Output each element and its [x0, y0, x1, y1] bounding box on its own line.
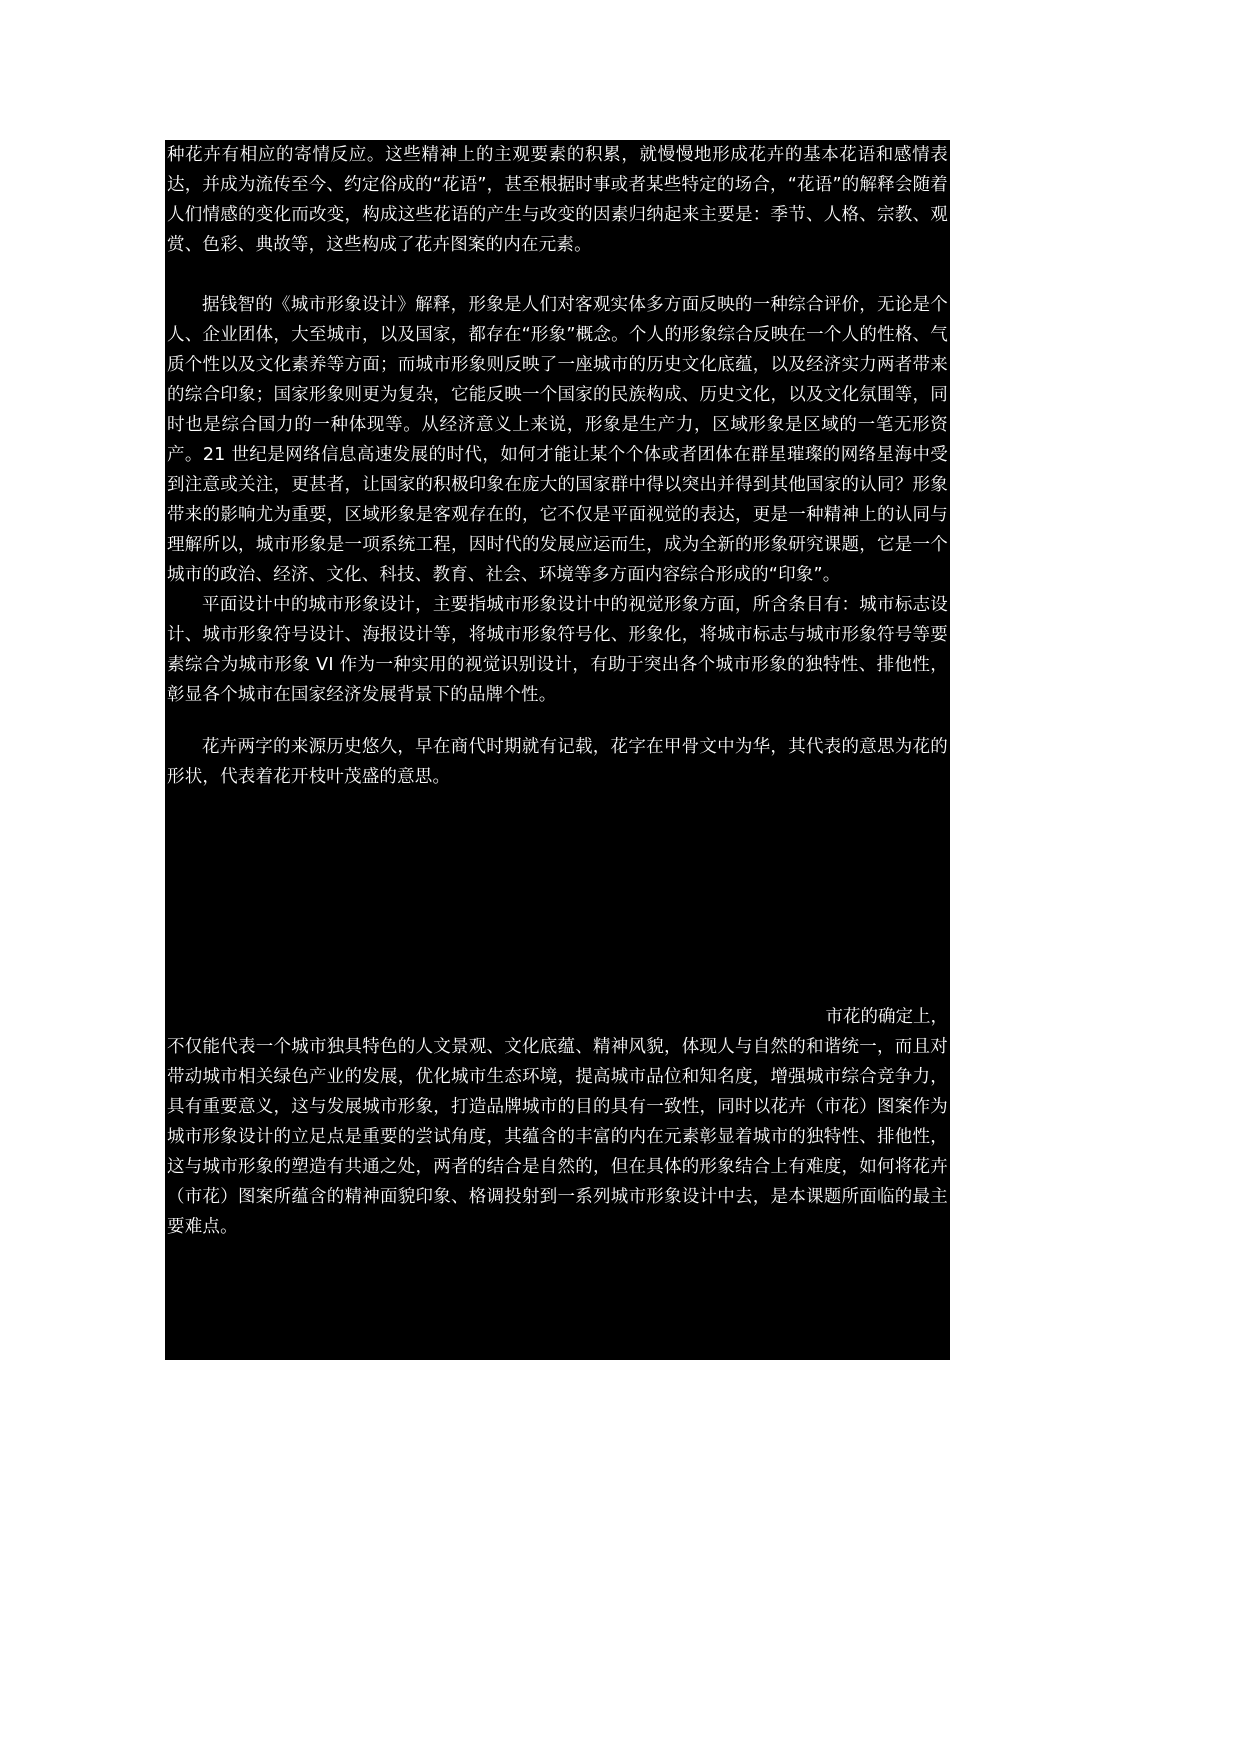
paragraph-block [165, 732, 950, 792]
paragraph-block [165, 140, 950, 260]
paragraph-text: 不仅能代表一个城市独具特色的人文景观、文化底蕴、精神风貌，体现人与自然的和谐统一，而且对带动城市相关绿色产业的发展，优化城市生态环境，提高城市品位和知名度，增强城市综合竞争力，具有重要意义，这与发展城市形象，打造品牌城市的目的具有一致性，同时以花卉（市花）图案作为城市形象设计的立足点是重要的尝试角度，其蕴含的丰富的内在元素彰显着城市的独特性、排他性，这与城市形象的塑造有共通之处，两者的结合是自然的，但在具体的形象结合上有难度，如何将花卉（市花）图案所蕴含的精神面貌印象、格调投射到一系列城市形象设计中去，是本课题所面临的最主要难点。 [167, 1037, 948, 1237]
paragraph-block [165, 290, 950, 590]
trailing-fragment: 市花的确定上， [165, 1002, 950, 1032]
paragraph-text: 种花卉有相应的寄情反应。这些精神上的主观要素的积累，就慢慢地形成花卉的基本花语和感情表达，并成为流传至今、约定俗成的“花语”，甚至根据时事或者某些特定的场合，“花语”的解释会随着人们情感的变化而改变，构成这些花语的产生与改变的因素归纳起来主要是：季节、人格、宗教、观赏、色彩、典故等，这些构成了花卉图案的内在元素。 [167, 145, 948, 255]
paragraph-text: 花卉两字的来源历史悠久，早在商代时期就有记载，花字在甲骨文中为华，其代表的意思为花的形状，代表着花开枝叶茂盛的意思。 [167, 737, 948, 787]
empty-highlight-region-bottom [165, 1242, 950, 1360]
block-gap [165, 260, 950, 290]
document-body [165, 140, 950, 1360]
empty-highlight-region [165, 792, 950, 1002]
paragraph-text: 平面设计中的城市形象设计，主要指城市形象设计中的视觉形象方面，所含条目有：城市标志设计、城市形象符号设计、海报设计等，将城市形象符号化、形象化，将城市标志与城市形象符号等要素综合为城市形象 VI 作为一种实用的视觉识别设计，有助于突出各个城市形象的独特性、排他性，彰显各个城市在国家经济发展背景下的品牌个性。 [167, 595, 948, 705]
block-gap [165, 710, 950, 732]
paragraph-text: 据钱智的《城市形象设计》解释，形象是人们对客观实体多方面反映的一种综合评价，无论是个人、企业团体，大至城市，以及国家，都存在“形象”概念。个人的形象综合反映在一个人的性格、气质个性以及文化素养等方面；而城市形象则反映了一座城市的历史文化底蕴，以及经济实力两者带来的综合印象；国家形象则更为复杂，它能反映一个国家的民族构成、历史文化，以及文化氛围等，同时也是综合国力的一种体现等。从经济意义上来说，形象是生产力，区域形象是区域的一笔无形资产。21 世纪是网络信息高速发展的时代，如何才能让某个个体或者团体在群星璀璨的网络星海中受到注意或关注，更甚者，让国家的积极印象在庞大的国家群中得以突出并得到其他国家的认同？形象带来的影响尤为重要，区域形象是客观存在的，它不仅是平面视觉的表达，更是一种精神上的认同与理解所以，城市形象是一项系统工程，因时代的发展应运而生，成为全新的形象研究课题，它是一个城市的政治、经济、文化、科技、教育、社会、环境等多方面内容综合形成的“印象”。 [167, 295, 948, 585]
paragraph-block [165, 1032, 950, 1242]
paragraph-block [165, 590, 950, 710]
